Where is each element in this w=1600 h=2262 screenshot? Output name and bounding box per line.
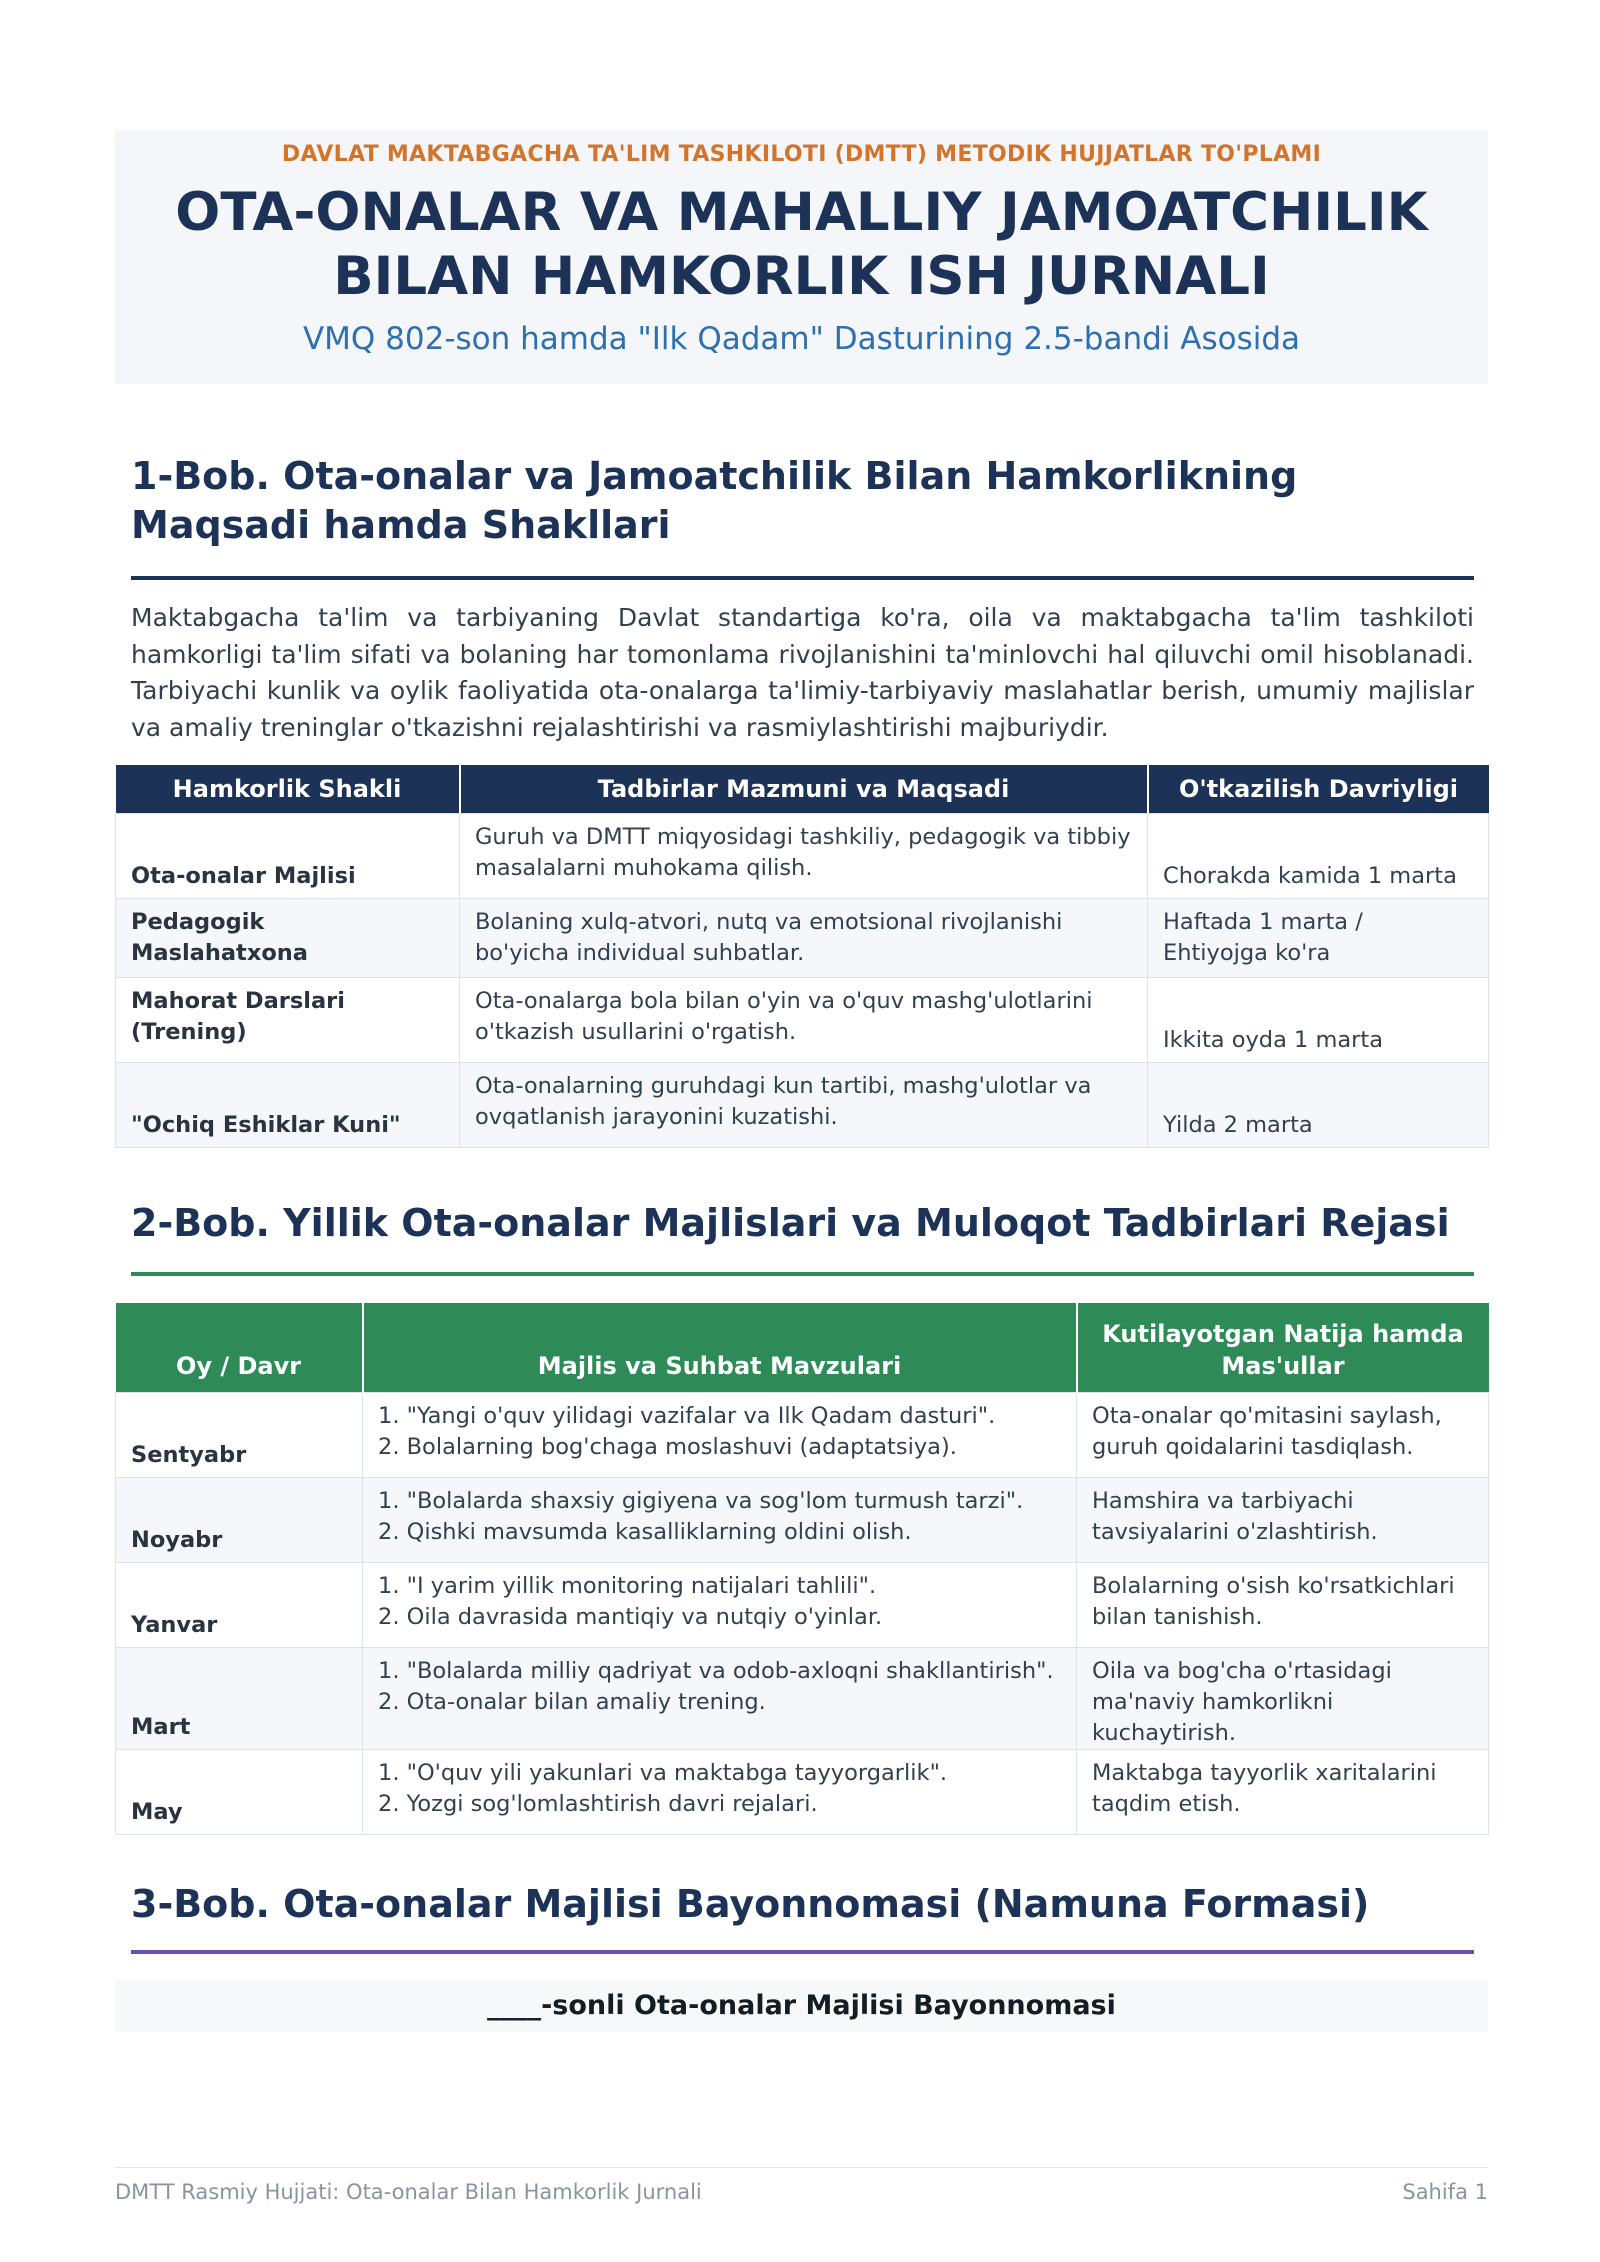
column-header: Kutilayotgan Natija hamda Mas'ullar: [1077, 1303, 1489, 1393]
column-header: Majlis va Suhbat Mavzulari: [363, 1303, 1077, 1393]
table-header-row: [116, 1303, 1489, 1393]
topic-item: 2. Oila davrasida mantiqiy va nutqiy o'yinlar.: [378, 1604, 883, 1630]
topics-cell: [363, 1393, 1077, 1478]
section-2-heading-block: [131, 1199, 1474, 1248]
topic-item: 2. Bolalarning bog'chaga moslashuvi (adaptatsiya).: [378, 1434, 957, 1460]
section-3-rule: [131, 1950, 1474, 1954]
title-line-1: OTA-ONALAR VA MAHALLIY JAMOATCHILIK: [175, 182, 1428, 243]
topic-item: 2. Yozgi sog'lomlashtirish davri rejalari.: [378, 1791, 818, 1817]
cooperation-forms-table: [115, 765, 1489, 1148]
form-frequency-cell: Yilda 2 marta: [1148, 1063, 1489, 1148]
topic-item: 1. "Bolalarda milliy qadriyat va odob-axloqni shakllantirish".: [378, 1658, 1054, 1684]
table-row: [116, 814, 1489, 899]
form-frequency-cell: Chorakda kamida 1 marta: [1148, 814, 1489, 899]
form-purpose-cell: Ota-onalarga bola bilan o'yin va o'quv mashg'ulotlarini o'tkazish usullarini o'rgatish.: [460, 978, 1148, 1063]
section-1-intro: Maktabgacha ta'lim va tarbiyaning Davlat standartiga ko'ra, oila va maktabgacha ta'lim tashkiloti hamkorligi ta'lim sifati va bolaning har tomonlama rivojlanishini ta'minlovchi hal qiluvchi omil hisoblanadi. Tarbiyachi kunlik va oylik faoliyatida ota-onalarga ta'limiy-tarbiyaviy maslahatlar berish, umumiy majlislar va amaliy treninglar o'tkazishni rejalashtirishi va rasmiylashtirishi majburiydir.: [131, 603, 1474, 742]
result-cell: Hamshira va tarbiyachi tavsiyalarini o'zlashtirish.: [1077, 1478, 1489, 1563]
table-row: [116, 1750, 1489, 1835]
table-header-row: [116, 765, 1489, 814]
column-header: Oy / Davr: [116, 1303, 363, 1393]
table-row: [116, 899, 1489, 978]
document-subtitle: VMQ 802-son hamda "Ilk Qadam" Dasturining 2.5-bandi Asosida: [302, 321, 1301, 357]
topics-cell: [363, 1478, 1077, 1563]
column-header: O'tkazilish Davriyligi: [1148, 765, 1489, 814]
section-1-heading: 1-Bob. Ota-onalar va Jamoatchilik Bilan Hamkorlikning Maqsadi hamda Shakllari: [131, 454, 1298, 547]
topics-cell: [363, 1648, 1077, 1750]
header-kicker: DAVLAT MAKTABGACHA TA'LIM TASHKILOTI (DMTT) METODIK HUJJATLAR TO'PLAMI: [281, 142, 1322, 167]
column-header: Hamkorlik Shakli: [116, 765, 460, 814]
footer-page-number: Sahifa 1: [1402, 2180, 1488, 2204]
form-name-cell: Pedagogik Maslahatxona: [116, 899, 460, 978]
topic-item: 1. "Bolalarda shaxsiy gigiyena va sog'lom turmush tarzi".: [378, 1488, 1024, 1514]
title-line-2: BILAN HAMKORLIK ISH JURNALI: [333, 246, 1270, 307]
section-3-heading: 3-Bob. Ota-onalar Majlisi Bayonnomasi (Namuna Formasi): [131, 1882, 1370, 1926]
month-cell: Noyabr: [116, 1478, 363, 1563]
table-row: [116, 1648, 1489, 1750]
document-title: [115, 181, 1488, 309]
form-name-cell: Ota-onalar Majlisi: [116, 814, 460, 899]
month-cell: Sentyabr: [116, 1393, 363, 1478]
section-1-rule: [131, 576, 1474, 580]
result-cell: Ota-onalar qo'mitasini saylash, guruh qoidalarini tasdiqlash.: [1077, 1393, 1489, 1478]
month-cell: May: [116, 1750, 363, 1835]
form-name-cell: Mahorat Darslari (Trening): [116, 978, 460, 1063]
table-row: [116, 1478, 1489, 1563]
month-cell: Yanvar: [116, 1563, 363, 1648]
table-row: [116, 1563, 1489, 1648]
result-cell: Bolalarning o'sish ko'rsatkichlari bilan tanishish.: [1077, 1563, 1489, 1648]
column-header: Tadbirlar Mazmuni va Maqsadi: [460, 765, 1148, 814]
topic-item: 2. Ota-onalar bilan amaliy trening.: [378, 1689, 766, 1715]
section-1-heading-block: [131, 452, 1474, 550]
result-cell: Maktabga tayyorlik xaritalarini taqdim etish.: [1077, 1750, 1489, 1835]
topic-item: 1. "Yangi o'quv yilidagi vazifalar va Ilk Qadam dasturi".: [378, 1403, 996, 1429]
form-name-cell: "Ochiq Eshiklar Kuni": [116, 1063, 460, 1148]
topics-cell: [363, 1563, 1077, 1648]
document-header: [115, 130, 1488, 384]
form-purpose-cell: Ota-onalarning guruhdagi kun tartibi, mashg'ulotlar va ovqatlanish jarayonini kuzatishi.: [460, 1063, 1148, 1148]
topics-cell: [363, 1750, 1077, 1835]
annual-meetings-table: [115, 1303, 1489, 1835]
form-frequency-cell: Haftada 1 marta / Ehtiyojga ko'ra: [1148, 899, 1489, 978]
form-purpose-cell: Bolaning xulq-atvori, nutq va emotsional rivojlanishi bo'yicha individual suhbatlar.: [460, 899, 1148, 978]
form-frequency-cell: Ikkita oyda 1 marta: [1148, 978, 1489, 1063]
table-row: [116, 978, 1489, 1063]
table-row: [116, 1063, 1489, 1148]
section-3-heading-block: [131, 1880, 1474, 1929]
protocol-form-title: ____-sonli Ota-onalar Majlisi Bayonnomasi: [115, 1980, 1488, 2032]
section-2-heading: 2-Bob. Yillik Ota-onalar Majlislari va Muloqot Tadbirlari Rejasi: [131, 1201, 1450, 1245]
result-cell: Oila va bog'cha o'rtasidagi ma'naviy hamkorlikni kuchaytirish.: [1077, 1648, 1489, 1750]
form-purpose-cell: Guruh va DMTT miqyosidagi tashkiliy, pedagogik va tibbiy masalalarni muhokama qilish.: [460, 814, 1148, 899]
footer-document-name: DMTT Rasmiy Hujjati: Ota-onalar Bilan Hamkorlik Jurnali: [115, 2180, 702, 2204]
topic-item: 1. "I yarim yillik monitoring natijalari tahlili".: [378, 1573, 877, 1599]
topic-item: 1. "O'quv yili yakunlari va maktabga tayyorgarlik".: [378, 1760, 948, 1786]
footer-divider: [115, 2167, 1488, 2168]
table-row: [116, 1393, 1489, 1478]
section-2-rule: [131, 1272, 1474, 1276]
topic-item: 2. Qishki mavsumda kasalliklarning oldini olish.: [378, 1519, 912, 1545]
month-cell: Mart: [116, 1648, 363, 1750]
